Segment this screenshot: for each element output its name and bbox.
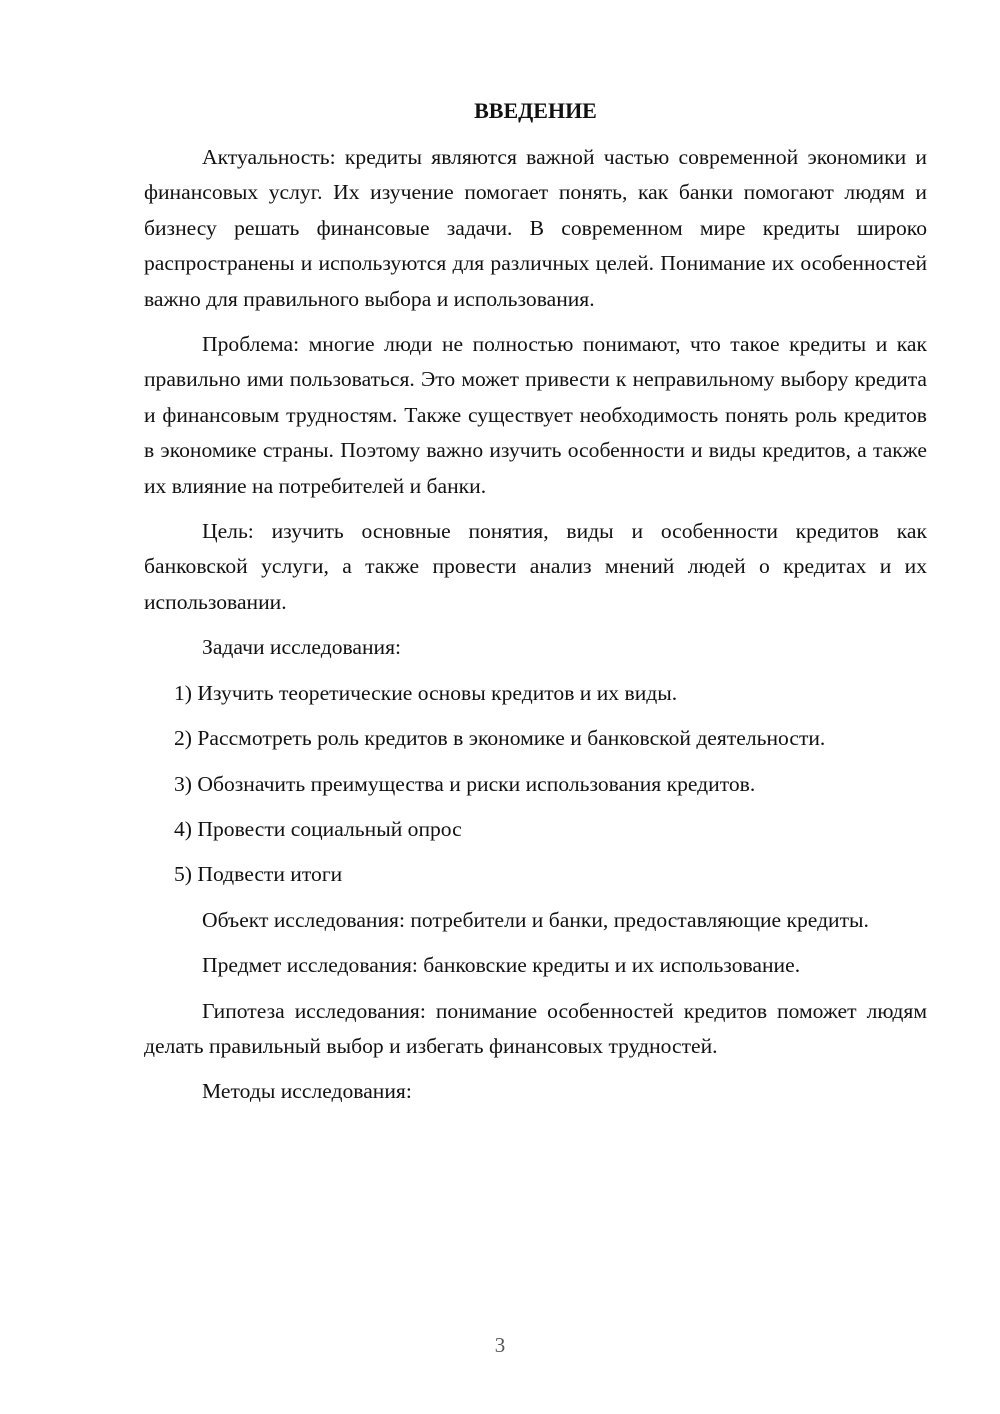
task-item: 3) Обозначить преимущества и риски использования кредитов. <box>174 771 756 796</box>
goal-paragraph: Цель: изучить основные понятия, виды и особенности кредитов как банковской услуги, а также провести анализ мнений людей о кредитах и их использовании. <box>144 519 927 614</box>
section-title: ВВЕДЕНИЕ <box>474 98 597 123</box>
object-paragraph: Объект исследования: потребители и банки, предоставляющие кредиты. <box>202 907 869 932</box>
methods-heading: Методы исследования: <box>202 1079 412 1104</box>
hypothesis-paragraph: Гипотеза исследования: понимание особенностей кредитов поможет людям делать правильный выбор и избегать финансовых трудностей. <box>144 998 927 1058</box>
page-number: 3 <box>494 1333 506 1357</box>
tasks-heading: Задачи исследования: <box>202 635 402 660</box>
task-item: 2) Рассмотреть роль кредитов в экономике и банковской деятельности. <box>174 726 826 751</box>
task-item: 4) Провести социальный опрос <box>174 816 462 841</box>
task-item: 5) Подвести итоги <box>174 862 343 887</box>
task-item: 1) Изучить теоретические основы кредитов и их виды. <box>174 680 678 705</box>
relevance-paragraph: Актуальность: кредиты являются важной частью современной экономики и финансовых услуг. Их изучение помогает понять, как банки помогают людям и бизнесу решать финансовые задачи. В современном мире кредиты широко распространены и используются для различных целей. Понимание их особенностей важно для правильного выбора и использования. <box>144 145 927 311</box>
problem-paragraph: Проблема: многие люди не полностью понимают, что такое кредиты и как правильно ими пользоваться. Это может привести к неправильному выбору кредита и финансовым трудностям. Также существует необходимость понять роль кредитов в экономике страны. Поэтому важно изучить особенности и виды кредитов, а также их влияние на потребителей и банки. <box>144 332 927 498</box>
subject-paragraph: Предмет исследования: банковские кредиты и их использование. <box>202 953 801 978</box>
page-content <box>144 93 927 1120</box>
